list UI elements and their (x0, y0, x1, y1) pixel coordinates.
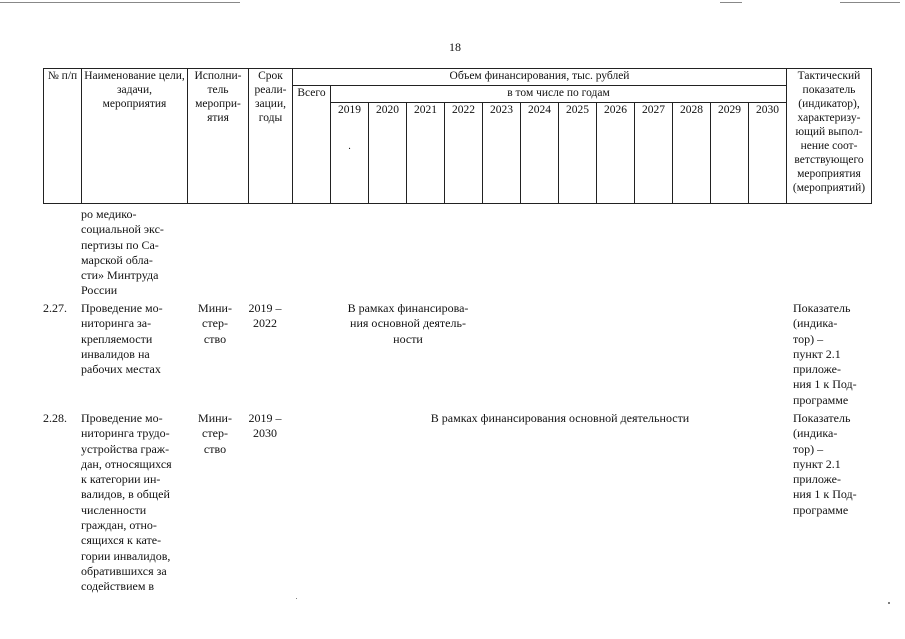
header-year-2024: 2024 (521, 103, 559, 204)
header-year-2019: 2019 · (331, 103, 369, 204)
header-year-2022: 2022 (445, 103, 483, 204)
header-year-2020: 2020 (369, 103, 407, 204)
row-2-28-term: 2019 – 2030 (248, 411, 282, 441)
scan-speck (888, 602, 890, 604)
header-num: № п/п (44, 69, 82, 204)
header-year-2030: 2030 (749, 103, 787, 204)
row-2-28-num: 2.28. (43, 411, 67, 425)
row-2-27-executor: Мини- стер- ство (198, 301, 232, 346)
continuation-name: ро медико- социальной экс- пертизы по Са- марской обла- сти» Минтруда России (81, 207, 164, 298)
header-executor: Исполни-тель меропри-ятия (188, 69, 249, 204)
header-year-2023: 2023 (483, 103, 521, 204)
row-2-27-name: Проведение мо- ниторинга за- крепляемости инвалидов на рабочих местах (81, 301, 163, 377)
header-year-2027: 2027 (635, 103, 673, 204)
page-number: 18 (449, 40, 461, 54)
header-year-2029: 2029 (711, 103, 749, 204)
header-year-2025: 2025 (559, 103, 597, 204)
header-term: Срок реали-зации, годы (249, 69, 293, 204)
row-2-28-indicator: Показатель (индика- тор) – пункт 2.1 приложе- ния 1 к Под- программе (793, 411, 857, 517)
header-total: Всего (293, 86, 331, 204)
header-year-2021: 2021 (407, 103, 445, 204)
top-scan-line (0, 2, 240, 3)
row-2-28-funding: В рамках финансирования основной деятельности (430, 411, 690, 425)
top-scan-line-right-2 (840, 2, 900, 3)
row-2-27-indicator: Показатель (индика- тор) – пункт 2.1 приложе- ния 1 к Под- программе (793, 301, 857, 407)
scan-dot: · (347, 144, 352, 155)
header-name: Наименование цели, задачи, мероприятия (82, 69, 188, 204)
row-2-27-funding: В рамках финансирова- ния основной деятель- ности (347, 301, 469, 346)
top-scan-line-right (720, 2, 742, 3)
header-by-years: в том числе по годам (331, 86, 787, 103)
row-2-27-num: 2.27. (43, 301, 67, 315)
header-year-2026: 2026 (597, 103, 635, 204)
row-2-27-term: 2019 – 2022 (248, 301, 282, 331)
header-indicator: Тактический показатель (индикатор), характеризу-ющий выпол-нение соот-ветствующего мероприятия (мероприятий) (787, 69, 872, 204)
header-table (43, 68, 872, 204)
header-funding: Объем финансирования, тыс. рублей (293, 69, 787, 86)
row-2-28-executor: Мини- стер- ство (198, 411, 232, 456)
row-2-28-name: Проведение мо- ниторинга трудо- устройства граж- дан, относящихся к категории ин- валидов, в общей численности граждан, отно- сящихся к кате- гории инвалидов, обратившихся за содействием в (81, 411, 172, 594)
scan-speck (296, 598, 297, 599)
header-year-2028: 2028 (673, 103, 711, 204)
